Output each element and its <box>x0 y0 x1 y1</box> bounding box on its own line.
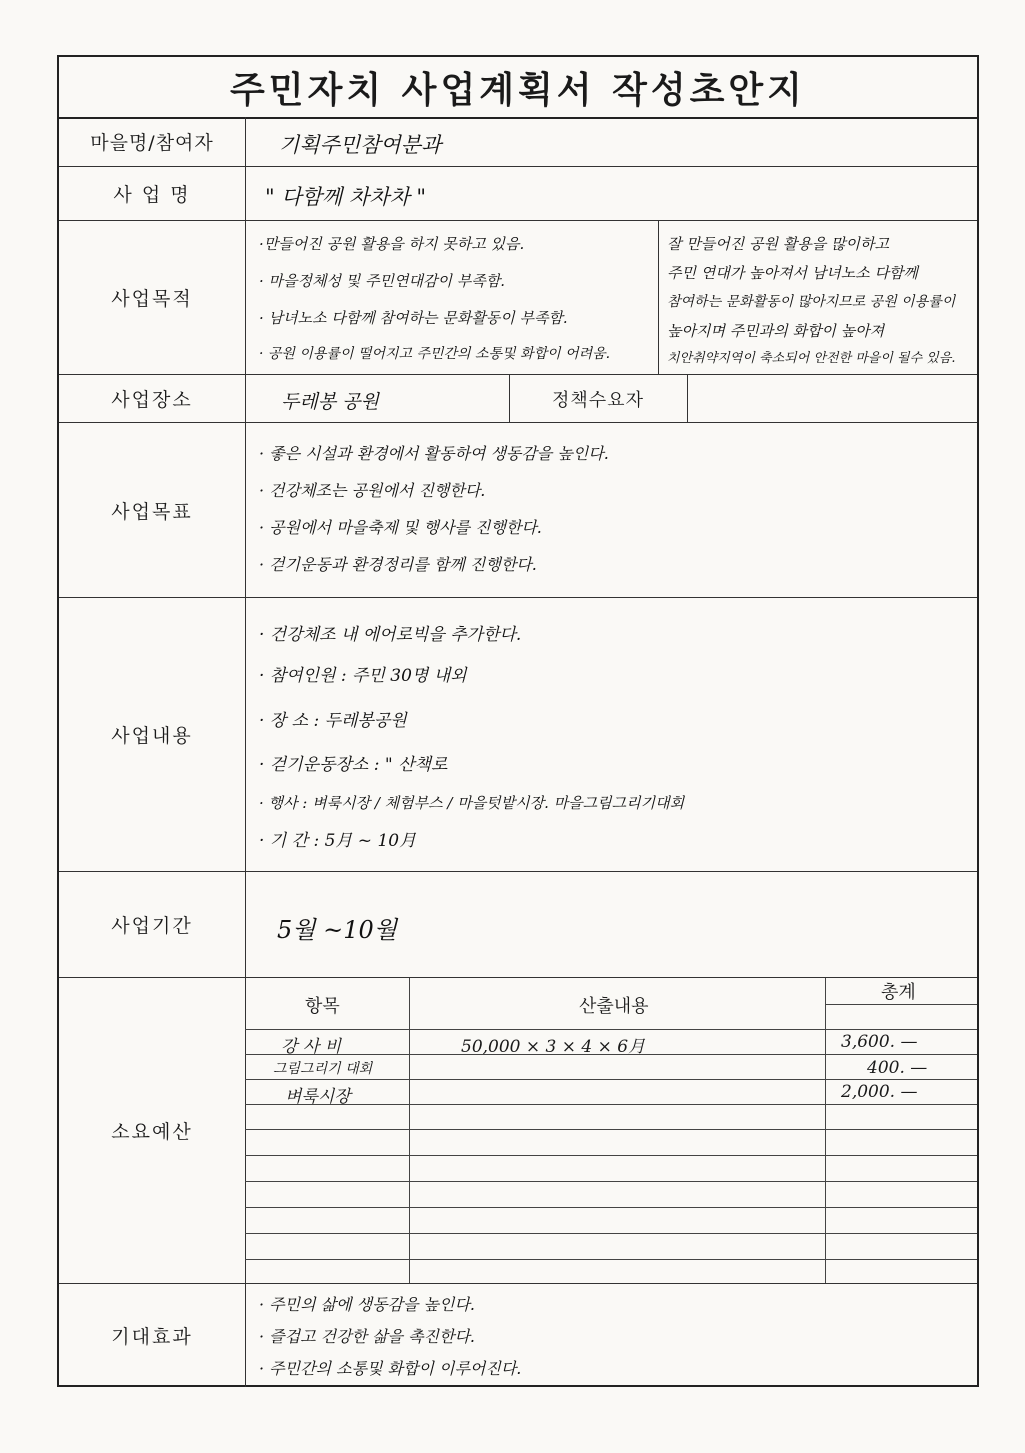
budget-header-line <box>245 1029 977 1030</box>
budget-row-line <box>245 1079 977 1080</box>
purpose-right-line: 참여하는 문화활동이 많아지므로 공원 이용률이 <box>667 294 956 310</box>
content-line: · 걷기운동장소 : " 산책로 <box>259 755 448 775</box>
goal-line: · 공원에서 마을축제 및 행사를 진행한다. <box>259 518 542 537</box>
label-village: 마을명/참여자 <box>59 117 246 166</box>
label-goal: 사업목표 <box>59 423 246 597</box>
budget-row-line <box>245 1259 977 1260</box>
budget-cell-total: 400. — <box>867 1058 928 1078</box>
row-goal <box>59 423 977 598</box>
purpose-right-line: 치안취약지역이 축소되어 안전한 마을이 될수 있음. <box>667 351 956 366</box>
label-place: 사업장소 <box>59 375 246 422</box>
value-project-name-cell <box>245 167 977 220</box>
label-purpose: 사업목적 <box>59 221 246 374</box>
purpose-left-line: ·만들어진 공원 활용을 하지 못하고 있음. <box>259 235 525 253</box>
policy-divider <box>687 375 688 422</box>
goal-line: · 좋은 시설과 환경에서 활동하여 생동감을 높인다. <box>259 444 609 463</box>
label-content: 사업내용 <box>59 598 246 871</box>
budget-row-line <box>245 1129 977 1130</box>
budget-cell-item: 강 사 비 <box>281 1037 342 1057</box>
budget-col-divider <box>825 978 826 1283</box>
budget-cell-total: 2,000. — <box>841 1082 918 1102</box>
budget-header-calc: 산출내용 <box>579 996 649 1017</box>
budget-col-divider <box>409 978 410 1283</box>
content-line: · 장 소 : 두레봉공원 <box>259 711 407 731</box>
content-line: · 건강체조 내 에어로빅을 추가한다. <box>259 625 522 645</box>
content-line: · 참여인원 : 주민 30명 내외 <box>259 666 467 686</box>
value-place-cell <box>245 375 977 422</box>
row-place <box>59 375 977 423</box>
budget-row-line <box>245 1207 977 1208</box>
goal-line: · 걷기운동과 환경정리를 함께 진행한다. <box>259 555 537 574</box>
budget-cell-total: 3,600. — <box>841 1032 918 1052</box>
label-period: 사업기간 <box>59 872 246 977</box>
budget-row-line <box>245 1104 977 1105</box>
content-line: · 행사 : 벼룩시장 / 체험부스 / 마을텃밭시장. 마을그림그리기대회 <box>259 794 685 812</box>
purpose-right-line: 높아지며 주민과의 화합이 높아져 <box>667 322 885 340</box>
budget-row-line <box>245 1181 977 1182</box>
value-period-cell <box>245 872 977 977</box>
budget-table <box>245 978 977 1283</box>
row-budget <box>59 978 977 1284</box>
budget-row-line <box>245 1155 977 1156</box>
budget-cell-item: 벼룩시장 <box>285 1087 351 1107</box>
value-goal-cell <box>245 423 977 597</box>
budget-total-header-line <box>825 1004 977 1005</box>
purpose-right-line: 주민 연대가 높아져서 남녀노소 다함께 <box>667 264 918 282</box>
purpose-left-line: · 공원 이용률이 떨어지고 주민간의 소통및 화합이 어려움. <box>259 346 611 362</box>
budget-header-item: 항목 <box>305 996 340 1017</box>
purpose-left-line: · 마을정체성 및 주민연대감이 부족함. <box>259 272 505 290</box>
label-effect: 기대효과 <box>59 1284 246 1387</box>
budget-cell-calc: 50,000 × 3 × 4 × 6月 <box>461 1037 646 1057</box>
effect-line: · 즐겁고 건강한 삶을 촉진한다. <box>259 1327 475 1346</box>
value-effect-cell <box>245 1284 977 1387</box>
plan-form <box>57 55 979 1387</box>
effect-line: · 주민간의 소통및 화합이 이루어진다. <box>259 1359 522 1378</box>
row-project-name <box>59 167 977 221</box>
budget-header-total: 총계 <box>881 982 916 1003</box>
label-budget: 소요예산 <box>59 978 246 1283</box>
effect-line: · 주민의 삶에 생동감을 높인다. <box>259 1295 475 1314</box>
purpose-left-line: · 남녀노소 다함께 참여하는 문화활동이 부족함. <box>259 309 568 327</box>
goal-line: · 건강체조는 공원에서 진행한다. <box>259 481 486 500</box>
value-place: 두레봉 공원 <box>281 391 379 413</box>
value-project-name: " 다함께 차차차 " <box>265 185 427 209</box>
value-purpose-cell <box>245 221 977 374</box>
document-title: 주민자치 사업계획서 작성초안지 <box>59 57 977 119</box>
content-line: · 기 간 : 5月 ~ 10月 <box>259 831 417 851</box>
row-effect <box>59 1284 977 1387</box>
value-village: 기획주민참여분과 <box>279 133 442 157</box>
budget-grid <box>245 978 977 1283</box>
label-policy-target: 정책수요자 <box>552 389 644 411</box>
row-village <box>59 117 977 167</box>
row-purpose <box>59 221 977 375</box>
label-project-name: 사 업 명 <box>59 167 246 220</box>
purpose-divider <box>658 221 659 374</box>
purpose-right-line: 잘 만들어진 공원 활용을 많이하고 <box>667 235 889 253</box>
value-period: 5월 ~10월 <box>277 916 397 944</box>
value-content-cell <box>245 598 977 871</box>
budget-cell-item: 그림그리기 대회 <box>273 1061 373 1077</box>
row-content <box>59 598 977 872</box>
budget-row-line <box>245 1233 977 1234</box>
value-village-cell <box>245 117 977 166</box>
row-period <box>59 872 977 978</box>
